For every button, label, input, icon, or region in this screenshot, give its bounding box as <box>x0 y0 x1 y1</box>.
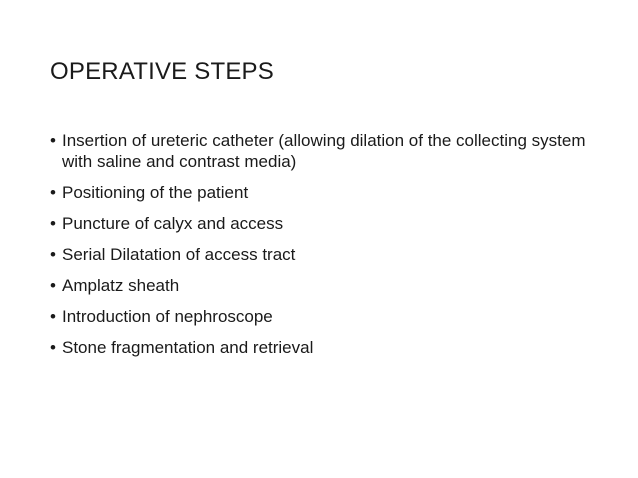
bullet-text-5: Amplatz sheath <box>62 276 180 295</box>
bullet-text-3: Puncture of calyx and access <box>62 214 284 233</box>
bullet-dot-icon: • <box>50 276 56 295</box>
bullet-dot-icon: • <box>50 245 56 264</box>
bullet-text-1: Insertion of ureteric catheter (allowing dilation of the collecting system with saline and contrast media) <box>62 131 586 171</box>
bullet-dot-icon: • <box>50 131 56 150</box>
bullet-text-7: Stone fragmentation and retrieval <box>62 338 314 357</box>
bullet-text-4: Serial Dilatation of access tract <box>62 245 296 264</box>
bullet-item-2 <box>50 182 590 203</box>
bullet-dot-icon: • <box>50 307 56 326</box>
bullet-item-5 <box>50 275 590 296</box>
bullet-item-1 <box>50 130 590 172</box>
bullet-dot-icon: • <box>50 183 56 202</box>
bullet-text-2: Positioning of the patient <box>62 183 249 202</box>
slide-title: OPERATIVE STEPS <box>50 58 274 85</box>
bullet-item-7 <box>50 337 590 358</box>
bullet-item-6 <box>50 306 590 327</box>
bullet-text-6: Introduction of nephroscope <box>62 307 273 326</box>
bullet-dot-icon: • <box>50 214 56 233</box>
bullet-dot-icon: • <box>50 338 56 357</box>
bullet-list <box>50 130 590 368</box>
bullet-item-3 <box>50 213 590 234</box>
bullet-item-4 <box>50 244 590 265</box>
